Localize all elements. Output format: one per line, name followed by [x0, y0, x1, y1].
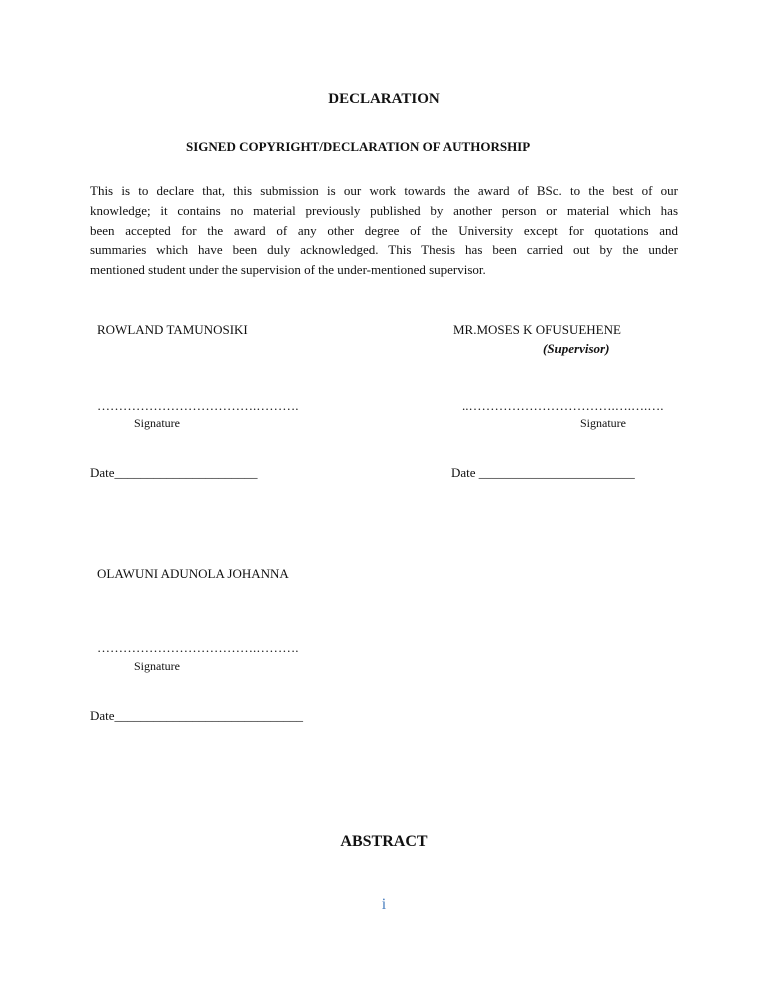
student1-signature-label: Signature [134, 416, 180, 430]
paragraph-line: knowledge; it contains no material previously published by another person or material which has [90, 202, 678, 218]
paragraph-line: mentioned student under the supervision of the under-mentioned supervisor. [90, 262, 486, 278]
abstract-heading: ABSTRACT [340, 833, 428, 850]
student2-signature-line: ……………………………….………. [97, 640, 299, 655]
page-number: i [381, 896, 387, 913]
supervisor-date: Date ________________________ [451, 465, 635, 480]
page-title: DECLARATION [328, 91, 440, 107]
supervisor-role: (Supervisor) [543, 341, 610, 356]
paragraph-line: This is to declare that, this submission is our work towards the award of BSc. to the best of our [90, 183, 678, 198]
paragraph-line: been accepted for the award of any other degree of the University except for quotations and [90, 222, 678, 238]
student1-signature-line: ……………………………….………. [97, 398, 299, 413]
declaration-paragraph [90, 181, 678, 280]
student2-date: Date_____________________________ [90, 708, 304, 723]
supervisor-signature-line: ..…………………………….….….…. [462, 398, 664, 413]
student1-date: Date______________________ [90, 465, 258, 480]
subtitle: SIGNED COPYRIGHT/DECLARATION OF AUTHORSHIP [186, 139, 531, 154]
paragraph-line: summaries which have been duly acknowledged. This Thesis has been carried out by the under [90, 242, 678, 258]
supervisor-name: MR.MOSES K OFUSUEHENE [453, 322, 621, 337]
student2-name: OLAWUNI ADUNOLA JOHANNA [97, 566, 289, 581]
supervisor-signature-label: Signature [580, 416, 626, 430]
student1-name: ROWLAND TAMUNOSIKI [97, 322, 248, 337]
student2-signature-label: Signature [134, 659, 180, 673]
